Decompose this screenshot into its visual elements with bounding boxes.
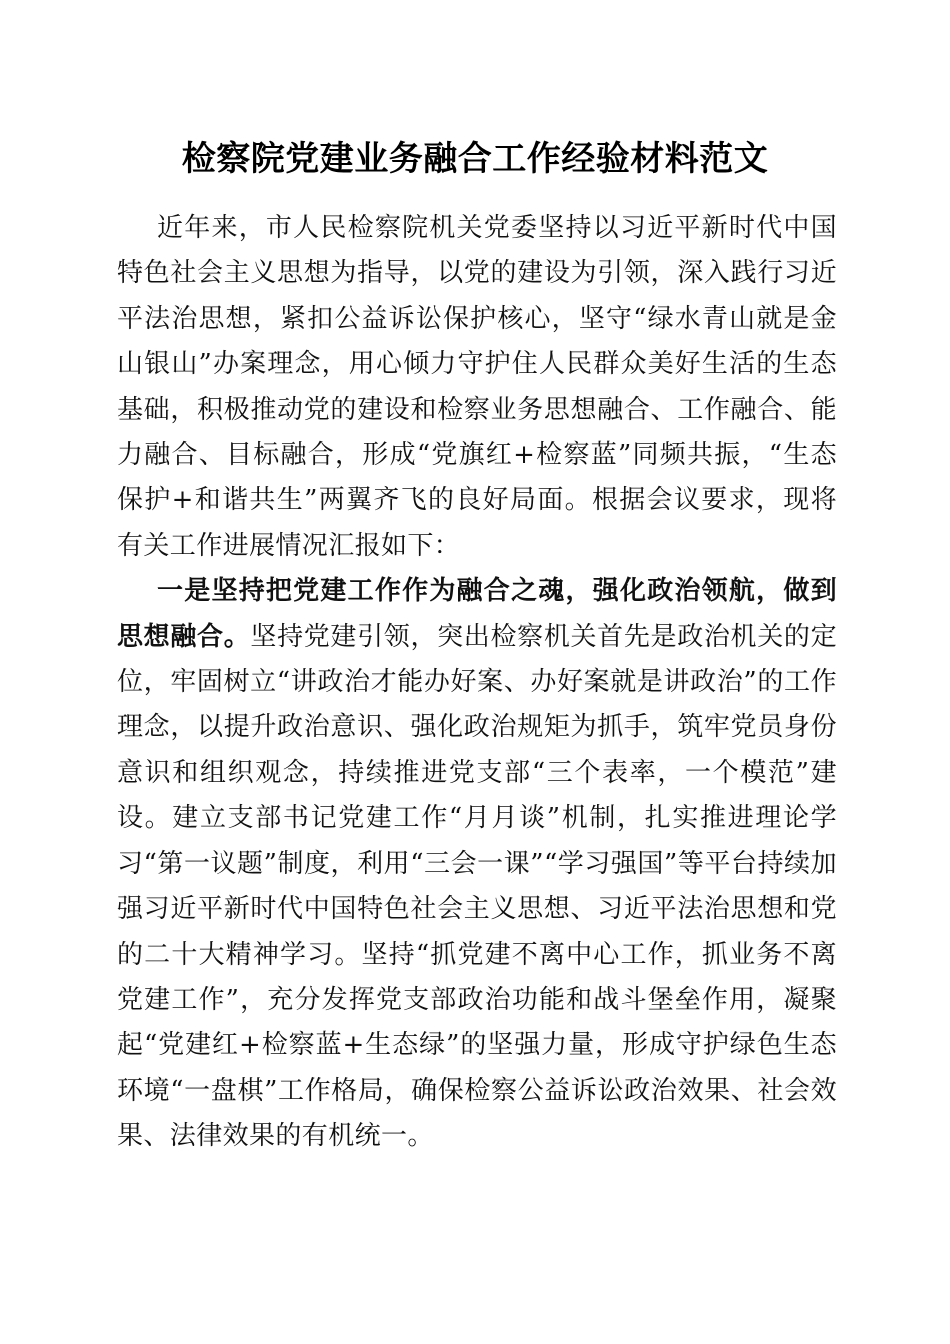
- document-body: [117, 206, 837, 1160]
- section-one-heading: 一是坚持把党建工作作为融合之魂，强化政治领航，做到思想融合。: [117, 576, 837, 652]
- section-one-text: 坚持党建引领，突出检察机关首先是政治机关的定位，牢固树立“讲政治才能办好案、办好案就是讲政治”的工作理念，以提升政治意识、强化政治规矩为抓手，筑牢党员身份意识和组织观念，持续推进党支部“三个表率，一个模范”建设。建立支部书记党建工作“月月谈”机制，扎实推进理论学习“第一议题”制度，利用“三会一课”“学习强国”等平台持续加强习近平新时代中国特色社会主义思想、习近平法治思想和党的二十大精神学习。坚持“抓党建不离中心工作，抓业务不离党建工作”，充分发挥党支部政治功能和战斗堡垒作用，凝聚起“党建红+检察蓝+生态绿”的坚强力量，形成守护绿色生态环境“一盘棋”工作格局，确保检察公益诉讼政治效果、社会效果、法律效果的有机统一。: [117, 621, 837, 1152]
- intro-paragraph-text: 近年来，市人民检察院机关党委坚持以习近平新时代中国特色社会主义思想为指导，以党的建设为引领，深入践行习近平法治思想，紧扣公益诉讼保护核心，坚守“绿水青山就是金山银山”办案理念，用心倾力守护住人民群众美好生活的生态基础，积极推动党的建设和检察业务思想融合、工作融合、能力融合、目标融合，形成“党旗红+检察蓝”同频共振，“生态保护+和谐共生”两翼齐飞的良好局面。根据会议要求，现将有关工作进展情况汇报如下：: [117, 213, 837, 561]
- document-title: 检察院党建业务融合工作经验材料范文: [181, 139, 769, 179]
- intro-paragraph: [117, 206, 837, 569]
- section-one-paragraph: [117, 569, 837, 1159]
